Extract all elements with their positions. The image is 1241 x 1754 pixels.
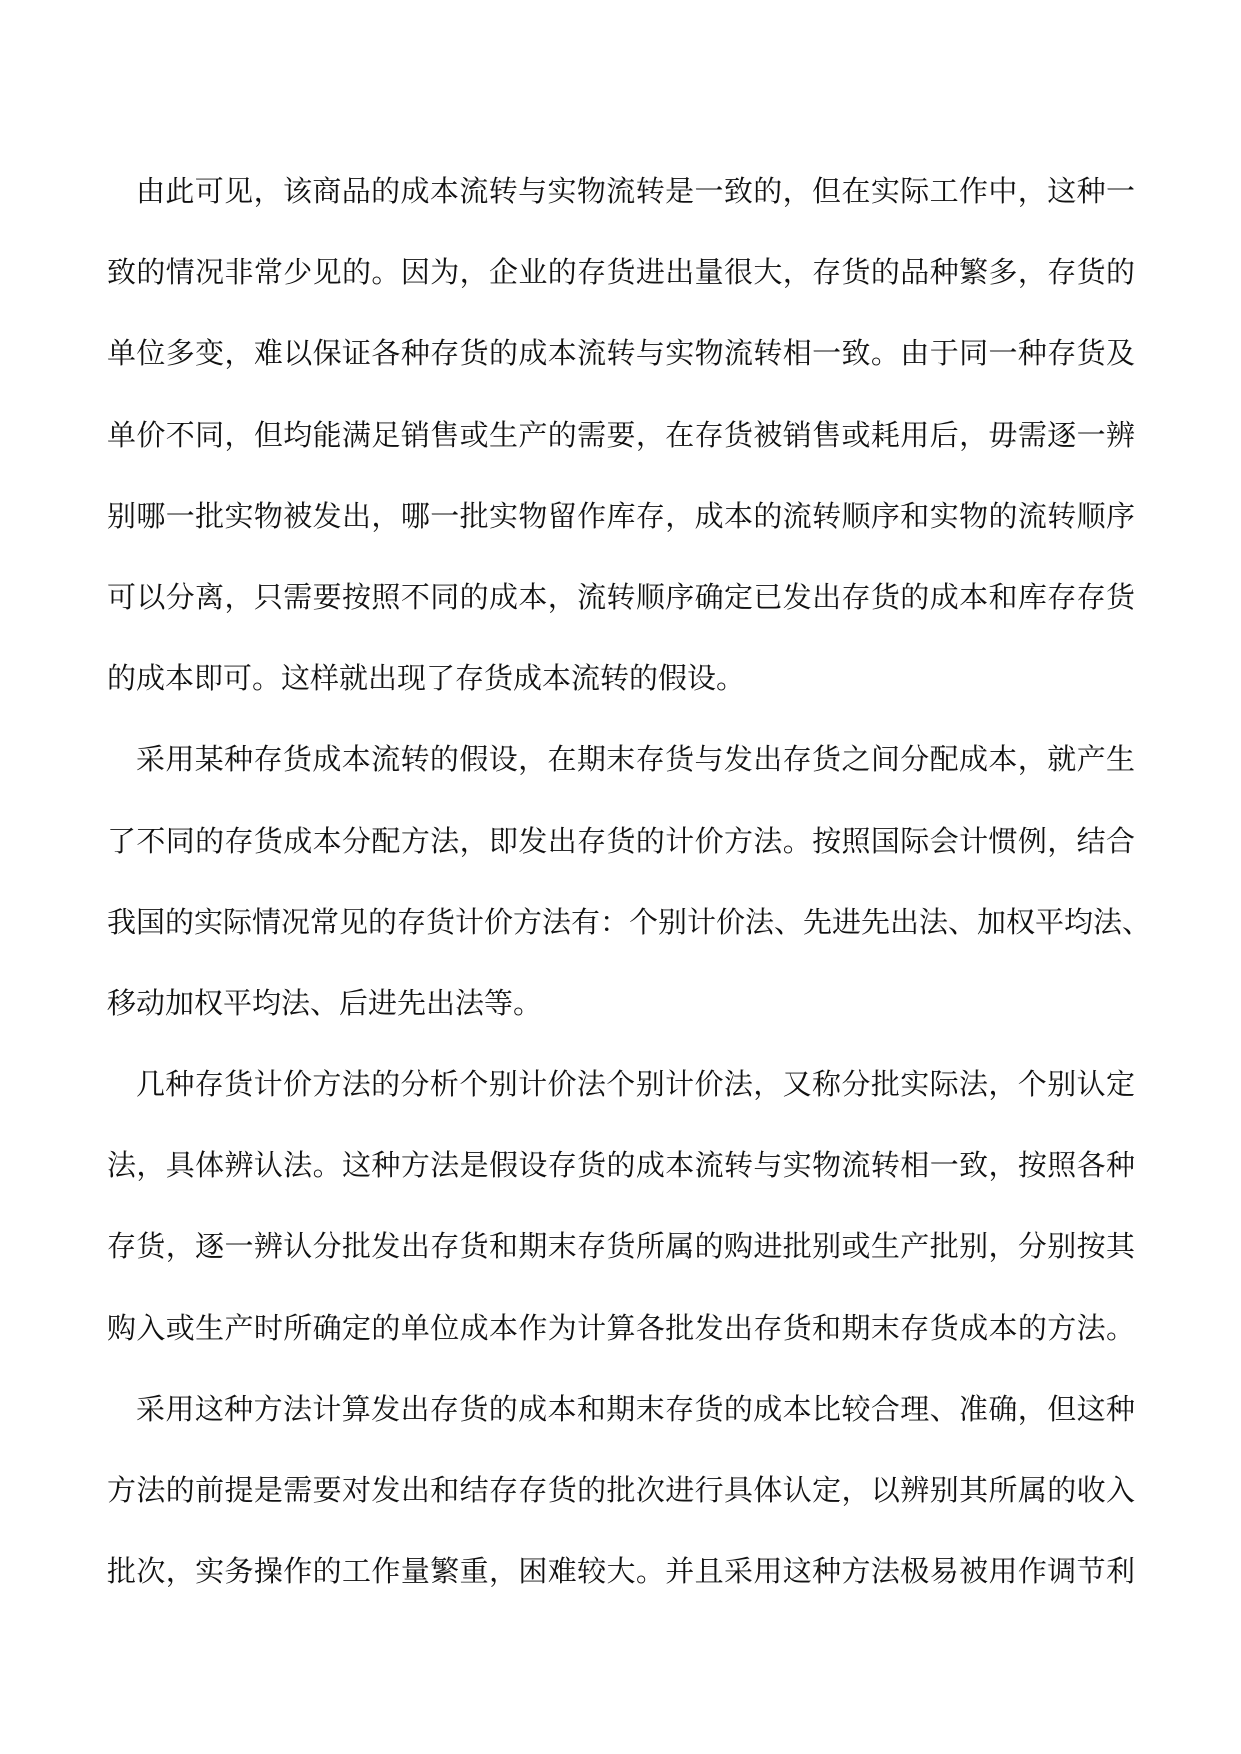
text-line: 几种存货计价方法的分析个别计价法个别计价法，又称分批实际法，个别认定	[136, 1067, 1135, 1102]
text-line: 我国的实际情况常见的存货计价方法有：个别计价法、先进先出法、加权平均法、	[107, 904, 1152, 939]
document-body	[107, 151, 1152, 1612]
paragraph-cost-flow-intro	[107, 151, 1135, 719]
text-line: 移动加权平均法、后进先出法等。	[107, 985, 543, 1020]
text-line: 批次，实务操作的工作量繁重，困难较大。并且采用这种方法极易被用作调节利	[107, 1554, 1135, 1589]
text-line: 单位多变，难以保证各种存货的成本流转与实物流转相一致。由于同一种存货及	[107, 336, 1135, 371]
text-line: 法，具体辨认法。这种方法是假设存货的成本流转与实物流转相一致，按照各种	[107, 1148, 1135, 1183]
paragraph-method-evaluation	[107, 1369, 1135, 1613]
text-line: 由此可见，该商品的成本流转与实物流转是一致的，但在实际工作中，这种一	[136, 174, 1135, 208]
text-line: 购入或生产时所确定的单位成本作为计算各批发出存货和期末存货成本的方法。	[107, 1310, 1135, 1345]
text-line: 采用某种存货成本流转的假设，在期末存货与发出存货之间分配成本，就产生	[136, 742, 1135, 777]
paragraph-valuation-methods	[107, 719, 1152, 1044]
text-line: 可以分离，只需要按照不同的成本，流转顺序确定已发出存货的成本和库存存货	[107, 579, 1135, 614]
text-line: 别哪一批实物被发出，哪一批实物留作库存，成本的流转顺序和实物的流转顺序	[107, 498, 1135, 533]
text-line: 致的情况非常少见的。因为，企业的存货进出量很大，存货的品种繁多，存货的	[107, 255, 1135, 290]
text-line: 采用这种方法计算发出存货的成本和期末存货的成本比较合理、准确，但这种	[136, 1391, 1135, 1426]
paragraph-specific-identification	[107, 1044, 1135, 1369]
text-line: 了不同的存货成本分配方法，即发出存货的计价方法。按照国际会计惯例，结合	[107, 823, 1135, 858]
text-line: 存货，逐一辨认分批发出存货和期末存货所属的购进批别或生产批别，分别按其	[107, 1229, 1135, 1264]
text-line: 单价不同，但均能满足销售或生产的需要，在存货被销售或耗用后，毋需逐一辨	[107, 417, 1135, 452]
text-line: 的成本即可。这样就出现了存货成本流转的假设。	[107, 661, 746, 696]
text-line: 方法的前提是需要对发出和结存存货的批次进行具体认定，以辨别其所属的收入	[107, 1473, 1135, 1507]
